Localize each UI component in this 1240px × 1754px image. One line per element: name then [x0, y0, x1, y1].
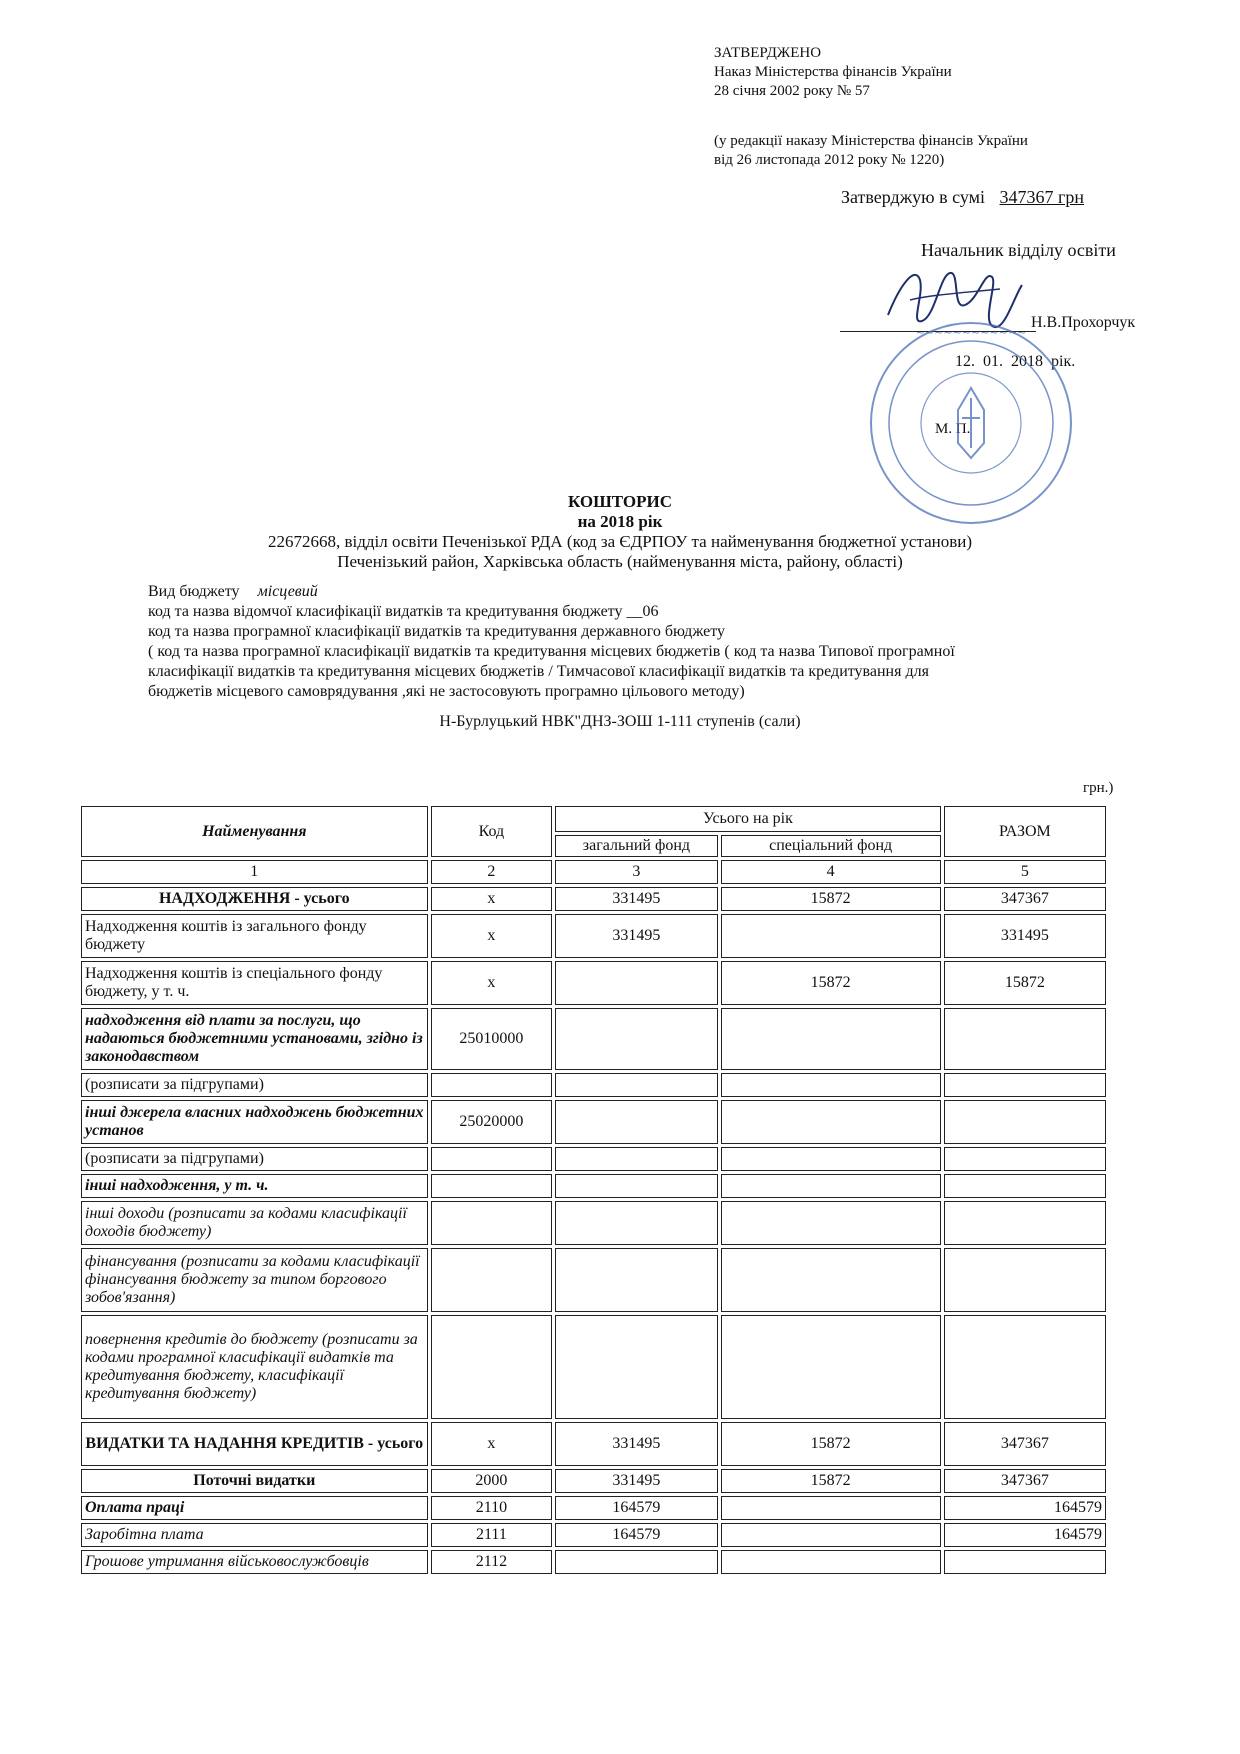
table-row [81, 1147, 1106, 1171]
row-total: 347367 [944, 1422, 1106, 1466]
row-code [431, 1315, 553, 1419]
dept-code-line: код та назва відомчої класифікації видатків та кредитування бюджету __06 [148, 603, 659, 620]
budget-type [148, 582, 955, 602]
row-general [555, 1315, 717, 1419]
doc-location: Печенізький район, Харківська область (найменування міста, району, області) [337, 552, 903, 571]
estimate-heading [0, 492, 1240, 572]
table-row [81, 1469, 1106, 1493]
row-general [555, 1073, 717, 1097]
col-number: 5 [944, 860, 1106, 884]
row-code: 2110 [431, 1496, 553, 1520]
row-total: 347367 [944, 1469, 1106, 1493]
header-general-fund: загальний фонд [555, 835, 717, 857]
redaction-line-2: від 26 листопада 2012 року № 1220) [714, 152, 945, 168]
row-general: 164579 [555, 1496, 717, 1520]
currency-note: грн.) [1083, 780, 1114, 796]
row-total [944, 1248, 1106, 1312]
row-general [555, 961, 717, 1005]
table-row [81, 1496, 1106, 1520]
doc-institution: 22672668, відділ освіти Печенізької РДА (код за ЄДРПОУ та найменування бюджетної установи) [267, 532, 973, 551]
table-row [81, 1100, 1106, 1144]
header-special-fund: спеціальний фонд [721, 835, 941, 857]
row-special [721, 1523, 941, 1547]
row-code: х [431, 961, 553, 1005]
row-total [944, 1201, 1106, 1245]
approve-sum-value: 347367 грн [999, 187, 1085, 207]
row-total: 331495 [944, 914, 1106, 958]
approve-sum-label: Затверджую в сумі [841, 187, 985, 207]
approved-title: ЗАТВЕРДЖЕНО [714, 45, 822, 61]
approver-position: Начальник відділу освіти [921, 240, 1116, 260]
row-general [555, 1201, 717, 1245]
row-total [944, 1073, 1106, 1097]
row-name: Поточні видатки [81, 1469, 428, 1493]
row-name: (розписати за підгрупами) [81, 1147, 428, 1171]
row-code: 25020000 [431, 1100, 553, 1144]
row-code [431, 1174, 553, 1198]
row-code: 2111 [431, 1523, 553, 1547]
row-special [721, 1201, 941, 1245]
order-date-line: 28 січня 2002 року № 57 [714, 83, 870, 99]
row-total [944, 1174, 1106, 1198]
header-name: Найменування [81, 806, 428, 857]
estimate-table [78, 803, 1109, 1577]
row-name: інші надходження, у т. ч. [81, 1174, 428, 1198]
row-name: ВИДАТКИ ТА НАДАННЯ КРЕДИТІВ - усього [81, 1422, 428, 1466]
header-total: РАЗОМ [944, 806, 1106, 857]
row-name: інші доходи (розписати за кодами класифікації доходів бюджету) [81, 1201, 428, 1245]
seal-place-label: М. П. [935, 421, 971, 437]
table-row [81, 1315, 1106, 1419]
row-name: НАДХОДЖЕННЯ - усього [81, 887, 428, 911]
row-code [431, 1201, 553, 1245]
table-row [81, 1201, 1106, 1245]
row-code [431, 1073, 553, 1097]
table-row [81, 1248, 1106, 1312]
row-general: 331495 [555, 1422, 717, 1466]
row-special: 15872 [721, 1422, 941, 1466]
row-name: Грошове утримання військовослужбовців [81, 1550, 428, 1574]
row-special [721, 1550, 941, 1574]
budget-type-value: місцевий [257, 583, 318, 600]
row-code: х [431, 887, 553, 911]
row-general: 331495 [555, 887, 717, 911]
row-special [721, 1008, 941, 1070]
row-name: (розписати за підгрупами) [81, 1073, 428, 1097]
row-total [944, 1315, 1106, 1419]
row-name: Надходження коштів із спеціального фонду бюджету, у т. ч. [81, 961, 428, 1005]
redaction-line-1: (у редакції наказу Міністерства фінансів України [714, 133, 1028, 149]
row-general: 331495 [555, 1469, 717, 1493]
row-special [721, 1315, 941, 1419]
row-total: 164579 [944, 1523, 1106, 1547]
program-code-line: код та назва програмної класифікації видатків та кредитування державного бюджету [148, 623, 726, 640]
date-year: 2018 рік. [1011, 353, 1076, 370]
doc-year: на 2018 рік [577, 512, 663, 531]
table-row [81, 1422, 1106, 1466]
header-code: Код [431, 806, 553, 857]
row-total: 15872 [944, 961, 1106, 1005]
order-line: Наказ Міністерства фінансів України [714, 64, 952, 80]
redaction-note [714, 132, 1028, 170]
row-general [555, 1174, 717, 1198]
row-code: 2112 [431, 1550, 553, 1574]
row-total [944, 1100, 1106, 1144]
row-special [721, 1248, 941, 1312]
local-code-line-3: бюджетів місцевого самоврядування ,які не застосовують програмно цільового методу) [148, 683, 745, 700]
approval-reference [714, 44, 952, 101]
row-total [944, 1008, 1106, 1070]
row-special [721, 1174, 941, 1198]
row-total: 164579 [944, 1496, 1106, 1520]
table-row [81, 1008, 1106, 1070]
row-special: 15872 [721, 887, 941, 911]
row-code: 2000 [431, 1469, 553, 1493]
row-general [555, 1550, 717, 1574]
row-name: фінансування (розписати за кодами класифікації фінансування бюджету за типом боргового зобов'язання) [81, 1248, 428, 1312]
approve-sum [841, 187, 1084, 208]
col-number: 3 [555, 860, 717, 884]
date-day: 12. [955, 353, 975, 370]
table-header-row [81, 806, 1106, 832]
row-code [431, 1147, 553, 1171]
table-row [81, 1523, 1106, 1547]
row-special [721, 1073, 941, 1097]
row-code: 25010000 [431, 1008, 553, 1070]
header-total-year: Усього на рік [555, 806, 940, 832]
col-number: 4 [721, 860, 941, 884]
row-name: Надходження коштів із загального фонду бюджету [81, 914, 428, 958]
table-row [81, 1550, 1106, 1574]
row-code: х [431, 1422, 553, 1466]
institution-name: Н-Бурлуцький НВК"ДНЗ-ЗОШ 1-111 ступенів (сали) [439, 713, 801, 730]
local-code-line-2: класифікації видатків та кредитування місцевих бюджетів / Тимчасової класифікації видатків та кредитування для [148, 663, 929, 680]
col-number: 2 [431, 860, 553, 884]
row-general: 164579 [555, 1523, 717, 1547]
row-special: 15872 [721, 961, 941, 1005]
col-number: 1 [81, 860, 428, 884]
table-row [81, 887, 1106, 911]
row-general [555, 1100, 717, 1144]
row-general [555, 1248, 717, 1312]
row-general [555, 1147, 717, 1171]
table-row [81, 1174, 1106, 1198]
row-name: Оплата праці [81, 1496, 428, 1520]
row-code [431, 1248, 553, 1312]
column-numbers-row [81, 860, 1106, 884]
table-row [81, 961, 1106, 1005]
classification-block [148, 582, 955, 702]
row-name: Заробітна плата [81, 1523, 428, 1547]
row-name: інші джерела власних надходжень бюджетних установ [81, 1100, 428, 1144]
row-special [721, 1100, 941, 1144]
doc-title: КОШТОРИС [567, 492, 673, 511]
row-special: 15872 [721, 1469, 941, 1493]
row-code: х [431, 914, 553, 958]
row-total [944, 1550, 1106, 1574]
approver-name: Н.В.Прохорчук [1031, 314, 1136, 331]
row-general: 331495 [555, 914, 717, 958]
svg-text:~~~~~~~~~~~~: ~~~~~~~~~~~~ [915, 326, 1027, 339]
row-special [721, 1147, 941, 1171]
row-name: повернення кредитів до бюджету (розписати за кодами програмної класифікації видатків та кредитування бюджету, класифікації кредитування бюджету) [81, 1315, 428, 1419]
table-row [81, 1073, 1106, 1097]
row-general [555, 1008, 717, 1070]
row-special [721, 1496, 941, 1520]
budget-type-label: Вид бюджету [148, 583, 240, 600]
date-month: 01. [983, 353, 1003, 370]
table-row [81, 914, 1106, 958]
row-total: 347367 [944, 887, 1106, 911]
row-special [721, 914, 941, 958]
row-name: надходження від плати за послуги, що надаються бюджетними установами, згідно із законодавством [81, 1008, 428, 1070]
local-code-line-1: ( код та назва програмної класифікації видатків та кредитування місцевих бюджетів ( код та назва Типової програмної [148, 643, 955, 660]
row-total [944, 1147, 1106, 1171]
